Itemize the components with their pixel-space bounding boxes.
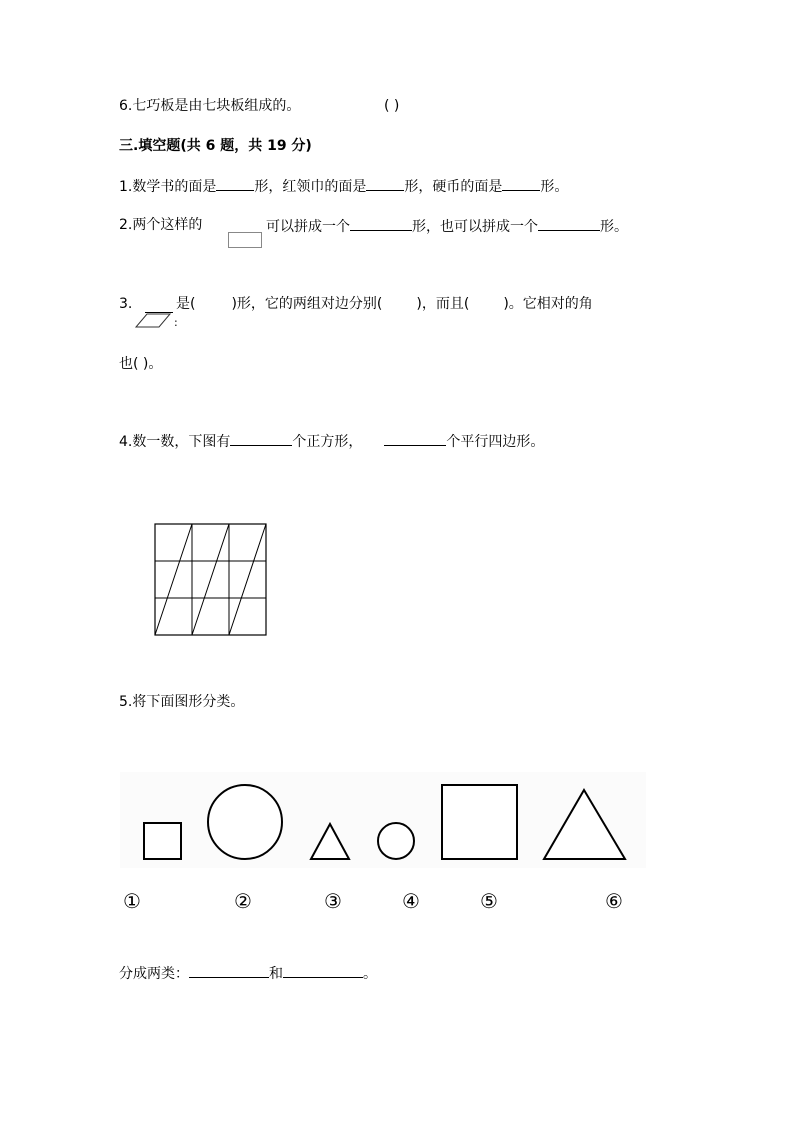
question-1-text-3: 形，硬币的面是 xyxy=(404,179,503,195)
question-4-text-3: 个平行四边形。 xyxy=(446,434,545,450)
question-3-number: 3. xyxy=(119,296,133,312)
question-6 xyxy=(119,97,300,115)
question-2-text-1: 2.两个这样的 xyxy=(119,217,203,233)
question-4-blank-1[interactable] xyxy=(230,431,292,446)
question-4-text-2: 个正方形， xyxy=(292,434,363,450)
question-1-blank-1[interactable] xyxy=(216,176,254,191)
question-1-blank-3[interactable] xyxy=(502,176,540,191)
question-2-blank-1[interactable] xyxy=(350,216,412,231)
large-square-shape xyxy=(442,785,517,859)
question-3-text-4: )。它相对的角 xyxy=(503,296,593,312)
question-1-blank-2[interactable] xyxy=(366,176,404,191)
question-3-text-3: )，而且( xyxy=(416,296,470,312)
question-3-colon: : xyxy=(174,316,178,329)
question-6-text: 6.七巧板是由七块板组成的。 xyxy=(119,98,301,114)
question-2-text-2: 可以拼成一个 xyxy=(266,219,350,235)
shape-label-2: ② xyxy=(234,889,252,913)
question-4-blank-2[interactable] xyxy=(384,431,446,446)
question-5-blank-1[interactable] xyxy=(189,963,269,978)
question-1-text-4: 形。 xyxy=(540,179,569,195)
question-1 xyxy=(119,176,568,196)
question-4-text-1: 4.数一数，下图有 xyxy=(119,434,231,450)
shape-label-5: ⑤ xyxy=(480,889,498,913)
shape-label-4: ④ xyxy=(402,889,420,913)
question-5-blank-2[interactable] xyxy=(283,963,363,978)
question-3 xyxy=(176,295,593,313)
parallelogram-icon xyxy=(135,312,175,332)
question-3-line-2: 也( )。 xyxy=(119,356,163,372)
grid-figure xyxy=(154,523,268,637)
question-5-answer xyxy=(119,963,377,983)
question-4 xyxy=(119,431,544,451)
small-square-shape xyxy=(144,823,181,859)
question-2-text-4: 形。 xyxy=(600,219,628,235)
question-5-title: 5.将下面图形分类。 xyxy=(119,694,245,710)
shape-label-1: ① xyxy=(123,889,141,913)
question-2-blank-2[interactable] xyxy=(538,216,600,231)
question-5-answer-end: 。 xyxy=(363,966,377,982)
shape-label-6: ⑥ xyxy=(605,889,623,913)
small-rectangle-figure xyxy=(228,232,262,248)
section-3-heading: 三.填空题(共 6 题，共 19 分) xyxy=(119,138,312,154)
large-circle-shape xyxy=(208,785,282,859)
question-2 xyxy=(266,216,628,236)
question-1-text-1: 1.数学书的面是 xyxy=(119,179,217,195)
question-5-answer-prefix: 分成两类： xyxy=(119,966,189,982)
question-5-answer-mid: 和 xyxy=(269,966,283,982)
question-3-text-2: )形，它的两组对边分别( xyxy=(231,296,383,312)
question-2-text-3: 形，也可以拼成一个 xyxy=(412,219,538,235)
question-3-text-1: 是( xyxy=(176,296,196,312)
shapes-figure xyxy=(120,772,646,868)
small-circle-shape xyxy=(378,823,414,859)
question-6-answer-paren[interactable]: ( ) xyxy=(384,98,400,114)
question-1-text-2: 形，红领巾的面是 xyxy=(254,179,367,195)
shape-label-3: ③ xyxy=(324,889,342,913)
